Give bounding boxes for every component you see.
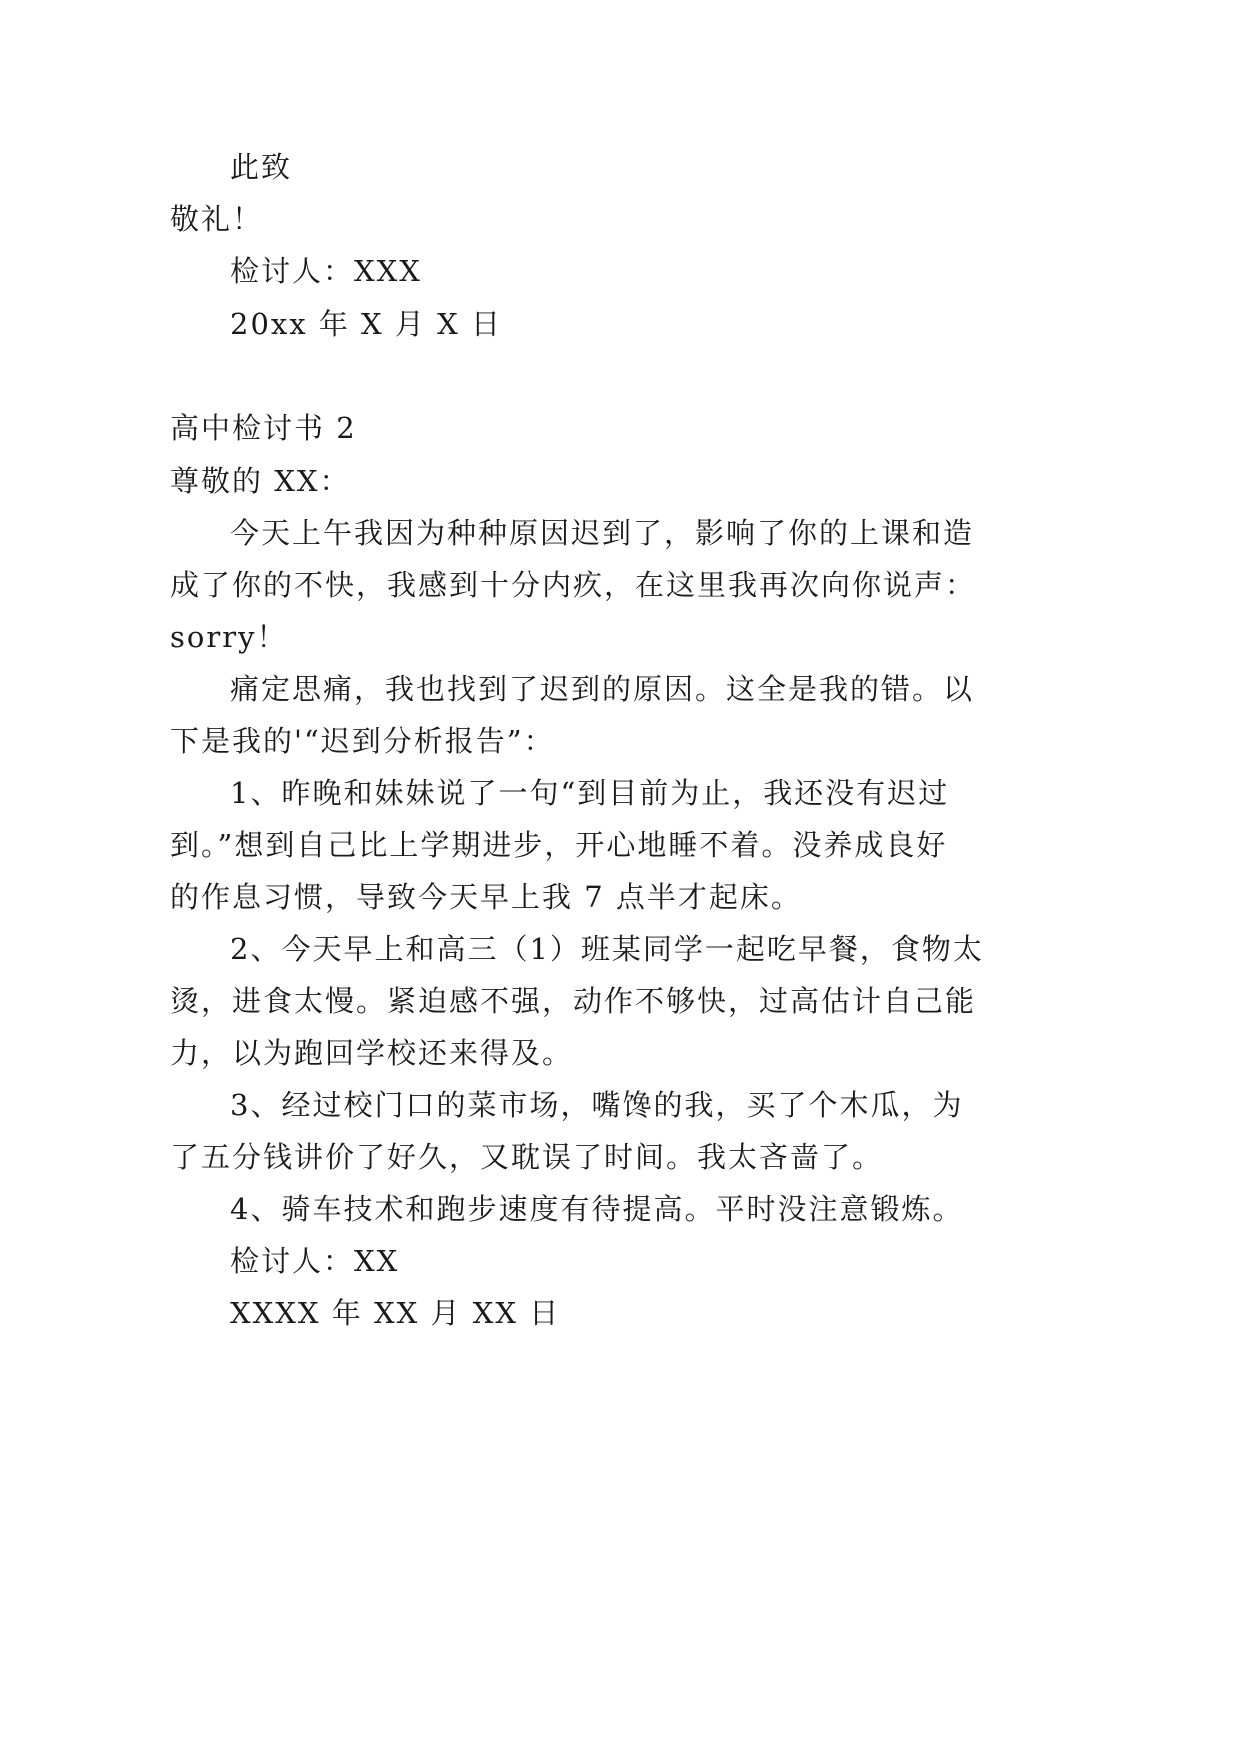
- paragraph-line: 的作息习惯，导致今天早上我 7 点半才起床。: [170, 880, 802, 914]
- paragraph-line: 成了你的不快，我感到十分内疚，在这里我再次向你说声：: [170, 568, 977, 602]
- paragraph-line: 痛定思痛，我也找到了迟到的原因。这全是我的错。以: [230, 672, 975, 706]
- paragraph-line: 力，以为跑回学校还来得及。: [170, 1036, 574, 1070]
- paragraph-line: sorry！: [170, 620, 288, 654]
- paragraph-line: 下是我的'“迟到分析报告”：: [170, 724, 555, 758]
- paragraph-line: 烫，进食太慢。紧迫感不强，动作不够快，过高估计自己能: [170, 984, 977, 1018]
- closing-signer: 检讨人：XXX: [230, 254, 422, 288]
- paragraph-line: 了五分钱讲价了好久，又耽误了时间。我太吝啬了。: [170, 1140, 884, 1174]
- paragraph-line: 3、经过校门口的菜市场，嘴馋的我，买了个木瓜，为: [230, 1088, 964, 1122]
- closing-date: 20xx 年 X 月 X 日: [230, 307, 502, 341]
- paragraph-line: 2、今天早上和高三（1）班某同学一起吃早餐，食物太: [230, 932, 984, 966]
- paragraph-line: 1、昨晚和妹妹说了一句“到目前为止，我还没有迟过: [230, 776, 950, 810]
- letter-greeting: 尊敬的 XX：: [170, 464, 351, 498]
- closing-respect: 敬礼！: [170, 202, 264, 236]
- letter-title: 高中检讨书 2: [170, 411, 357, 445]
- letter-signer: 检讨人：XX: [230, 1244, 400, 1278]
- closing-salutation: 此致: [230, 150, 293, 184]
- paragraph-line: 4、骑车技术和跑步速度有待提高。平时没注意锻炼。: [230, 1192, 964, 1226]
- paragraph-line: 到。”想到自己比上学期进步，开心地睡不着。没养成良好: [170, 828, 948, 862]
- letter-date: XXXX 年 XX 月 XX 日: [230, 1296, 561, 1330]
- paragraph-line: 今天上午我因为种种原因迟到了，影响了你的上课和造: [230, 516, 975, 550]
